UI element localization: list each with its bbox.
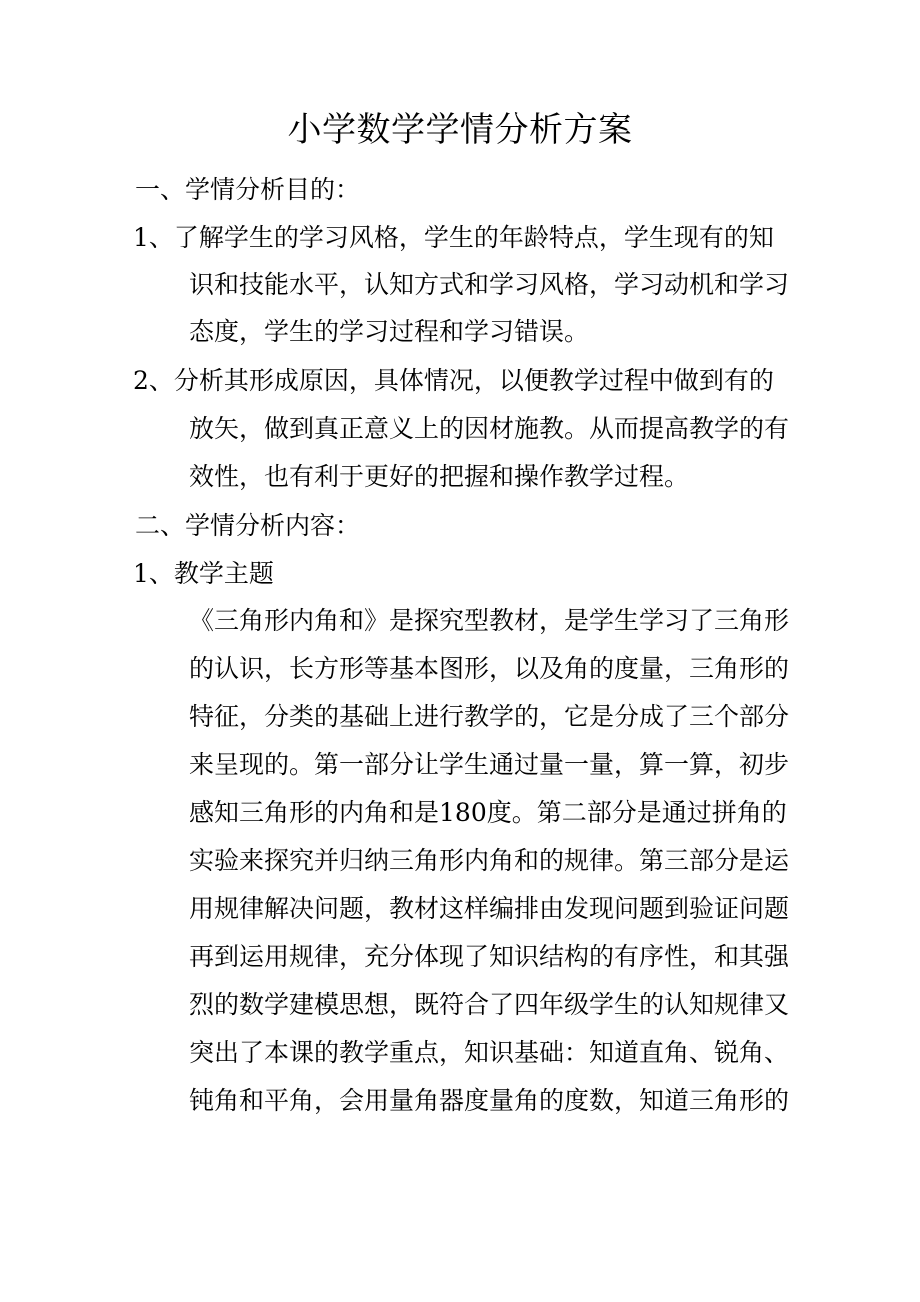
- item-number: 1: [133, 223, 149, 252]
- section-1-item-1-line-1: [133, 220, 774, 256]
- paragraph-line-5: [189, 795, 787, 831]
- item-number: 2: [133, 366, 149, 395]
- paragraph-line-8: 再到运用规律，充分体现了知识结构的有序性，和其强: [189, 942, 790, 971]
- section-2-item-1: [133, 556, 274, 592]
- paragraph-line-4: 来呈现的。第一部分让学生通过量一量，算一算，初步: [189, 750, 790, 779]
- section-1-item-2-line-3: 效性，也有利于更好的把握和操作教学过程。: [189, 462, 690, 491]
- paragraph-line-7: 用规律解决问题，教材这样编排由发现问题到验证问题: [189, 894, 790, 923]
- paragraph-line-1: 《三角形内角和》是探究型教材，是学生学习了三角形: [189, 606, 790, 635]
- paragraph-line-11: 钝角和平角，会用量角器度量角的度数，知道三角形的: [189, 1086, 790, 1115]
- paragraph-line-2: 的认识，长方形等基本图形，以及角的度量，三角形的: [189, 654, 790, 683]
- item-text: 、教学主题: [148, 559, 274, 588]
- paragraph-text: 感知三角形的内角和是: [189, 798, 440, 827]
- section-1-heading: 一、学情分析目的：: [135, 175, 361, 204]
- section-2-heading: 二、学情分析内容：: [135, 511, 361, 540]
- item-number: 1: [133, 559, 149, 588]
- paragraph-text: 度。第二部分是通过拼角的: [486, 798, 787, 827]
- paragraph-line-9: 烈的数学建模思想，既符合了四年级学生的认知规律又: [189, 990, 790, 1019]
- paragraph-line-6: 实验来探究并归纳三角形内角和的规律。第三部分是运: [189, 846, 790, 875]
- document-title: 小学数学学情分析方案: [287, 110, 633, 150]
- paragraph-line-10: 突出了本课的教学重点，知识基础：知道直角、锐角、: [189, 1038, 790, 1067]
- section-1-item-1-line-3: 态度，学生的学习过程和学习错误。: [189, 317, 590, 346]
- item-text: 、分析其形成原因，具体情况，以便教学过程中做到有的: [148, 366, 774, 395]
- section-1-item-1-line-2: 识和技能水平，认知方式和学习风格，学习动机和学习: [189, 270, 790, 299]
- item-text: 、了解学生的学习风格，学生的年龄特点，学生现有的知: [148, 223, 774, 252]
- section-1-item-2-line-2: 放矢，做到真正意义上的因材施教。从而提高教学的有: [189, 414, 790, 443]
- paragraph-line-3: 特征，分类的基础上进行教学的，它是分成了三个部分: [189, 702, 790, 731]
- degree-value: 180: [439, 798, 487, 827]
- section-1-item-2-line-1: [133, 363, 774, 399]
